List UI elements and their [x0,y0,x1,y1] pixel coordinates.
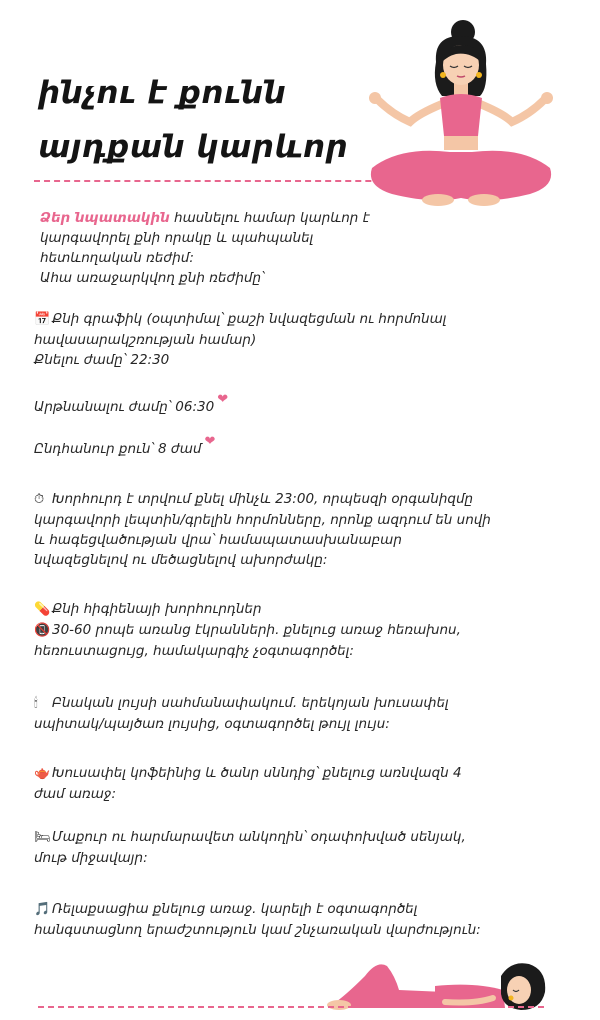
meditating-woman-illustration [360,18,560,223]
music-note-icon: 🎵 [34,902,51,917]
caffeine-block [34,763,564,804]
light-block [34,693,564,734]
intro-paragraph [40,208,400,288]
caffeine-line-1: Խուսափել կոֆեինից և ծանր սննդից՝ քնելուց առնվազն 4 [52,765,462,781]
divider-bottom [38,1006,544,1008]
light-line-1: Բնական լույսի սահմանափակում. երեկոյան խուսափել [52,695,449,711]
hormone-line-4: նվազեցնելով ու մեծացնելով ախորժակը: [34,552,328,568]
pill-icon: 💊 [34,602,51,617]
candle-icon: 🕯 [34,696,38,711]
relaxation-block [34,899,564,940]
relax-line-1: Ռելաքսացիա քնելուց առաջ. կարելի է օգտագործել [52,901,418,917]
bedroom-line-2: մութ միջավայր: [34,850,148,866]
bedroom-line-1: Մաքուր ու հարմարավետ անկողին՝ օդափոխված սենյակ, [52,829,466,845]
wake-block [34,392,564,418]
caffeine-line-2: ժամ առաջ: [34,786,117,802]
bed-icon: 🛏 [34,830,51,845]
page-title [38,66,348,174]
title-line-2: այդքան կարևոր [38,129,349,165]
schedule-block [34,309,564,370]
intro-line-4: Ահա առաջարկվող քնի ռեժիմը՝ [40,270,265,286]
sleeping-woman-illustration [325,946,550,1012]
light-line-2: սպիտակ/պայծառ լույսից, օգտագործել թույլ լույս: [34,716,390,732]
teapot-icon: 🫖 [34,766,51,781]
intro-line-1: հասնելու համար կարևոր է [169,210,370,226]
intro-line-3: հետևողական ռեժիմ: [40,250,194,266]
hormone-line-3: և հագեցվածության վրա՝ համապատասխանաբար [34,532,402,548]
intro-line-2: կարգավորել քնի որակը և պահպանել [40,230,314,246]
hormone-line-1: Խորհուրդ է տրվում քնել մինչև 23:00, որպեսզի օրգանիզմը [52,491,474,507]
divider-top [34,180,542,182]
schedule-line-2: հավասարակշռության համար) [34,332,257,348]
total-sleep-text: Ընդհանուր քուն՝ 8 ժամ [34,441,202,457]
relax-line-2: հանգստացնող երաժշտություն կամ շնչառական վարժություն: [34,922,481,938]
calendar-icon: 📅 [34,312,51,327]
title-line-1: ինչու է քունն [38,75,287,111]
no-mobile-phone-icon: 📵 [34,623,51,638]
hygiene-title: Քնի հիգիենայի խորհուրդներ [52,601,262,617]
bedroom-block [34,827,564,868]
hormone-line-2: կարգավորի լեպտին/գրելին հորմոնները, որոնք ազդում են սովի [34,512,491,528]
hygiene-line-2: հեռուստացույց, համակարգիչ չօգտագործել: [34,643,354,659]
total-sleep-block [34,434,564,460]
hormone-tip-block [34,489,564,570]
hygiene-block [34,599,564,661]
heart-icon: ❤ [217,392,229,407]
stopwatch-icon: ⏱ [34,492,45,507]
schedule-line-1: Քնի գրաֆիկ (օպտիմալ՝ քաշի նվազեցման ու հորմոնալ [52,311,447,327]
intro-accent: Ձեր նպատակին [40,210,170,226]
heart-icon: ❤ [204,434,216,449]
wake-time-text: Արթնանալու ժամը՝ 06:30 [34,399,215,415]
hygiene-line-1: 30-60 րոպե առանց էկրանների. քնելուց առաջ հեռախոս, [52,622,461,638]
bedtime-text: Քնելու ժամը՝ 22:30 [34,352,170,368]
